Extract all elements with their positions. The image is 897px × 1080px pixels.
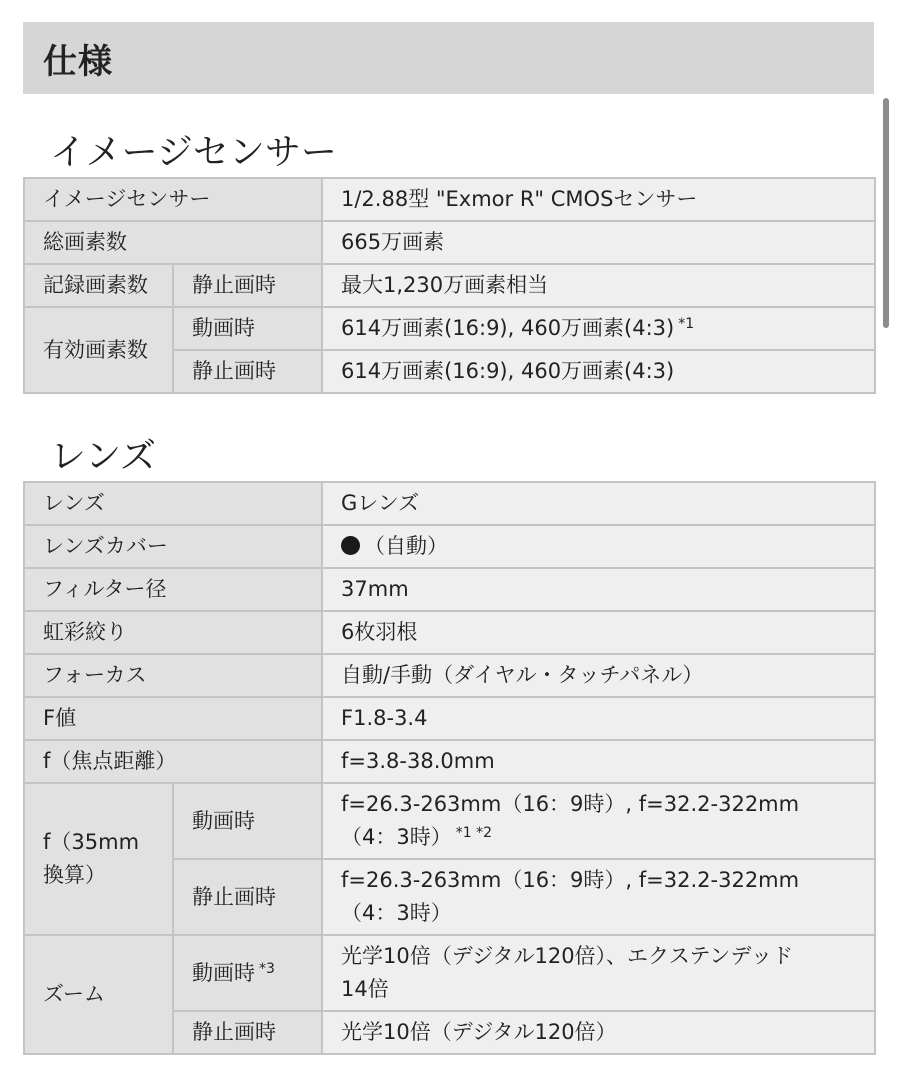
row-value: 自動/手動（ダイヤル・タッチパネル） — [322, 654, 875, 697]
table-row — [24, 568, 875, 611]
footnote-ref: *3 — [259, 960, 275, 977]
row-label: フィルター径 — [24, 568, 322, 611]
sublabel-text: 動画時 — [192, 960, 255, 985]
row-value: 37mm — [322, 568, 875, 611]
row-label: F値 — [24, 697, 322, 740]
filled-circle-icon — [341, 536, 360, 555]
row-label: ズーム — [24, 935, 173, 1054]
row-value: 1/2.88型 "Exmor R" CMOSセンサー — [322, 178, 875, 221]
section-title-lens: レンズ — [50, 436, 157, 477]
page-title: 仕様 — [43, 41, 113, 82]
table-row — [24, 221, 875, 264]
row-label — [24, 783, 173, 935]
row-label: レンズカバー — [24, 525, 322, 568]
value-line: f=26.3-263mm（16：9時）, f=32.2-322mm — [341, 792, 800, 816]
row-label: フォーカス — [24, 654, 322, 697]
row-sublabel: 静止画時 — [173, 350, 322, 393]
row-value — [322, 307, 875, 350]
row-label: 記録画素数 — [24, 264, 173, 307]
table-row — [24, 611, 875, 654]
page-header — [23, 22, 874, 94]
row-label: 有効画素数 — [24, 307, 173, 393]
table-row — [24, 525, 875, 568]
table-row — [24, 697, 875, 740]
value-text: （自動） — [364, 534, 449, 558]
row-label: イメージセンサー — [24, 178, 322, 221]
row-label: 総画素数 — [24, 221, 322, 264]
value-line: （4：3時） — [341, 901, 452, 925]
row-value: 最大1,230万画素相当 — [322, 264, 875, 307]
row-value: 665万画素 — [322, 221, 875, 264]
table-row — [24, 783, 875, 859]
label-line: 換算） — [43, 863, 106, 887]
image-sensor-spec-table — [23, 177, 876, 394]
scrollbar[interactable] — [883, 98, 889, 328]
table-row — [24, 178, 875, 221]
table-row — [24, 307, 875, 350]
row-label: レンズ — [24, 482, 322, 525]
table-row — [24, 935, 875, 1011]
row-sublabel — [173, 935, 322, 1011]
value-line: f=26.3-263mm（16：9時）, f=32.2-322mm — [341, 868, 800, 892]
table-row — [24, 654, 875, 697]
row-value: F1.8-3.4 — [322, 697, 875, 740]
row-value — [322, 859, 875, 935]
row-sublabel: 動画時 — [173, 307, 322, 350]
footnote-ref: *1 *2 — [455, 825, 493, 841]
row-value: f=3.8-38.0mm — [322, 740, 875, 783]
footnote-ref: *1 — [678, 316, 695, 332]
row-value: 光学10倍（デジタル120倍） — [322, 1011, 875, 1054]
lens-spec-table — [23, 481, 876, 1055]
row-label: 虹彩絞り — [24, 611, 322, 654]
row-value: 6枚羽根 — [322, 611, 875, 654]
table-row — [24, 264, 875, 307]
row-sublabel: 静止画時 — [173, 264, 322, 307]
row-sublabel: 静止画時 — [173, 859, 322, 935]
row-label: f（焦点距離） — [24, 740, 322, 783]
row-value — [322, 783, 875, 859]
table-row — [24, 482, 875, 525]
label-line: f（35mm — [43, 830, 140, 854]
value-text: 614万画素(16:9), 460万画素(4:3) — [341, 316, 675, 340]
row-value: 614万画素(16:9), 460万画素(4:3) — [322, 350, 875, 393]
row-value: Gレンズ — [322, 482, 875, 525]
value-line: 光学10倍（デジタル120倍）、エクステンデッド — [341, 944, 793, 968]
value-line: 14倍 — [341, 977, 389, 1001]
row-value — [322, 935, 875, 1011]
row-sublabel: 静止画時 — [173, 1011, 322, 1054]
row-value — [322, 525, 875, 568]
section-title-image-sensor: イメージセンサー — [50, 132, 337, 173]
value-line: （4：3時） — [341, 825, 452, 849]
table-row — [24, 740, 875, 783]
row-sublabel: 動画時 — [173, 783, 322, 859]
